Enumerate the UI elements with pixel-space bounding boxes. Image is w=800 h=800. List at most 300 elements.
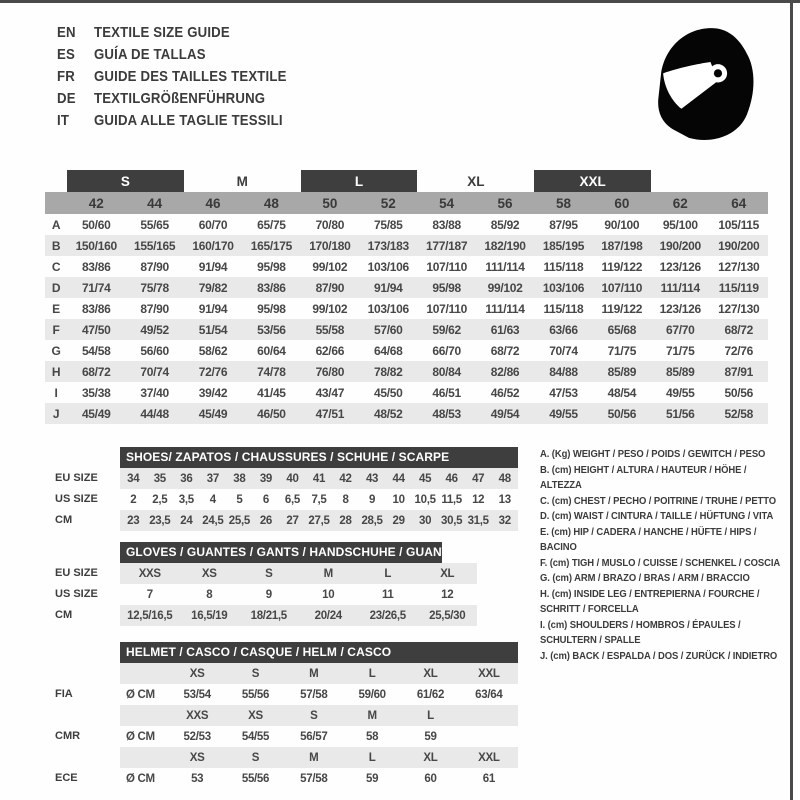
value-cell: 59/62 [417, 319, 475, 340]
value-cell: 80/84 [417, 361, 475, 382]
row-label: ECE [55, 772, 78, 784]
legend-item: A. (Kg) WEIGHT / PESO / POIDS / GEWITCH / PESO [540, 448, 766, 460]
value-cell: 99/102 [476, 277, 534, 298]
value-cell: 28,5 [359, 510, 386, 531]
row-label-cell: J [45, 403, 67, 424]
value-cell: 111/114 [485, 259, 525, 274]
table-row [120, 768, 518, 789]
value-cell: 55/56 [241, 772, 270, 785]
value-cell: 87/90 [301, 277, 359, 298]
value-cell: 48 [491, 468, 518, 489]
value-cell: 30 [412, 510, 439, 531]
language-title: GUIDE DES TAILLES TEXTILE [93, 68, 287, 85]
row-label-cell: F [45, 319, 67, 340]
value-cell [460, 705, 518, 726]
value-cell: 95/98 [257, 259, 286, 274]
value-cell: 95/100 [662, 217, 698, 232]
value-cell: 57/58 [300, 772, 328, 785]
value-cell: 76/80 [301, 361, 359, 382]
table-row [120, 684, 518, 705]
value-cell: L [343, 663, 401, 684]
row-label: US SIZE [55, 588, 98, 600]
value-cell: 105/115 [718, 217, 760, 232]
value-cell: L [343, 747, 401, 768]
value-cell: 119/122 [601, 259, 643, 274]
value-cell: M [343, 705, 401, 726]
value-cell: 41/45 [257, 385, 286, 400]
value-cell: 91/94 [198, 301, 228, 316]
table-row [120, 584, 477, 605]
table-row [120, 726, 518, 747]
value-cell: 7 [146, 588, 153, 601]
value-cell: 34 [120, 468, 147, 489]
table-row [120, 747, 518, 768]
value-cell: 123/126 [659, 259, 701, 274]
value-cell: 190/200 [651, 235, 709, 256]
value-cell: 95/98 [257, 301, 286, 316]
row-label: CMR [55, 730, 81, 742]
legend-item: F. (cm) TIGH / MUSLO / CUISSE / SCHENKEL / COSCIA [540, 556, 781, 569]
value-cell: 39/42 [198, 385, 228, 400]
value-cell: 8 [342, 493, 349, 506]
value-cell: 107/110 [593, 277, 651, 298]
size-number-cell: 58 [534, 192, 592, 214]
language-row [57, 66, 287, 88]
value-cell: 85/89 [651, 361, 709, 382]
language-row [57, 44, 287, 66]
value-cell: 48/53 [417, 403, 475, 424]
value-cell: 57/58 [300, 688, 328, 701]
value-cell: 61 [482, 772, 495, 785]
value-cell: 25,5/30 [418, 605, 478, 626]
value-cell: 72/76 [184, 361, 242, 382]
measurement-row-A [45, 214, 768, 235]
gloves-content [120, 542, 477, 626]
value-cell: 56/57 [300, 730, 328, 743]
unit-cell [120, 705, 168, 726]
value-cell: 59/60 [358, 688, 386, 701]
value-cell: XS [180, 563, 240, 584]
value-cell: 53/56 [242, 319, 300, 340]
value-cell: 36 [173, 468, 200, 489]
value-cell: 10 [392, 493, 405, 506]
value-cell: 173/183 [359, 235, 417, 256]
value-cell: 43/47 [315, 385, 345, 400]
value-cell: 44 [385, 468, 412, 489]
value-cell: 2,5 [152, 493, 168, 506]
row-label [55, 663, 120, 684]
shoes-section [55, 447, 518, 531]
helmet-title: HELMET / CASCO / CASQUE / HELM / CASCO [120, 642, 518, 663]
measurement-row-I [45, 382, 768, 403]
table-row [120, 605, 477, 626]
size-number-cell: 52 [359, 192, 417, 214]
value-cell: 67/70 [651, 319, 709, 340]
row-label-cell: B [45, 235, 67, 256]
value-cell: 75/85 [373, 217, 403, 232]
measurement-row-C [45, 256, 768, 277]
value-cell: 127/130 [718, 259, 760, 274]
value-cell: 16,5/19 [180, 605, 240, 626]
value-cell: 58 [366, 730, 379, 743]
measurement-row-G [45, 340, 768, 361]
value-cell: 115/119 [709, 277, 768, 298]
size-band-S: S [67, 170, 184, 192]
value-cell: 190/200 [709, 235, 768, 256]
value-cell: 60/70 [198, 217, 228, 232]
value-cell: XL [401, 747, 459, 768]
size-number-cell: 56 [476, 192, 534, 214]
value-cell: M [285, 663, 343, 684]
value-cell: 65/68 [593, 319, 651, 340]
value-cell: 58/62 [198, 343, 228, 358]
value-cell: 185/195 [534, 235, 592, 256]
value-cell: 127/130 [718, 301, 760, 316]
value-cell: 70/80 [315, 217, 345, 232]
value-cell: 5 [236, 493, 243, 506]
value-cell: 39 [253, 468, 280, 489]
size-band-row [45, 170, 768, 192]
value-cell: M [285, 747, 343, 768]
row-label-cell: I [54, 385, 58, 400]
row-label-cell: A [51, 217, 61, 232]
gloves-row-labels [55, 542, 120, 626]
size-number-row [45, 192, 768, 214]
value-cell: 42 [332, 468, 359, 489]
unit-cell: Ø CM [126, 772, 155, 785]
frame-right-border [790, 0, 793, 800]
value-cell: 83/88 [432, 217, 461, 232]
value-cell: 2 [130, 493, 137, 506]
value-cell: 54/55 [241, 730, 270, 743]
size-number-cell: 54 [417, 192, 475, 214]
value-cell: S [239, 563, 299, 584]
value-cell: 31,5 [465, 510, 492, 531]
legend-item: E. (cm) HIP / CADERA / HANCHE / HÜFTE / HIPS / BACINO [540, 525, 757, 553]
value-cell: XXS [120, 563, 180, 584]
value-cell: 53/54 [183, 688, 211, 701]
value-cell: 3,5 [178, 493, 194, 506]
measurement-row-H [45, 361, 768, 382]
value-cell: 64/68 [373, 343, 403, 358]
value-cell: 12 [441, 588, 454, 601]
gloves-table [120, 563, 477, 626]
value-cell: 83/86 [81, 301, 111, 316]
value-cell: 49/54 [476, 403, 534, 424]
legend-item: I. (cm) SHOULDERS / HOMBROS / ÉPAULES / SCHULTERN / SPALLE [540, 618, 741, 646]
value-cell: 7,5 [311, 493, 327, 506]
helmet-row-labels [55, 642, 120, 789]
value-cell: 82/86 [476, 361, 534, 382]
size-number-cell: 50 [301, 192, 359, 214]
value-cell: 4 [209, 493, 216, 506]
shoes-content [120, 447, 518, 531]
value-cell: 90/100 [604, 217, 640, 232]
language-row [57, 110, 287, 132]
helmet-section [55, 642, 518, 789]
value-cell: 60 [424, 772, 437, 785]
value-cell: 46/50 [242, 403, 300, 424]
value-cell: 160/170 [184, 235, 242, 256]
size-band-M: M [236, 173, 248, 189]
shoes-title: SHOES/ ZAPATOS / CHAUSSURES / SCHUHE / SCARPE [120, 447, 518, 468]
shoes-row-labels [55, 447, 120, 531]
value-cell: 45/49 [184, 403, 242, 424]
value-cell: 6,5 [284, 493, 300, 506]
value-cell: 43 [359, 468, 386, 489]
unit-cell [120, 747, 168, 768]
value-cell: 35 [147, 468, 174, 489]
value-cell: 46/51 [432, 385, 461, 400]
value-cell: 49/52 [125, 319, 183, 340]
language-title-list [57, 22, 287, 132]
legend-item: G. (cm) ARM / BRAZO / BRAS / ARM / BRACCIO [540, 572, 750, 584]
value-cell: 85/92 [490, 217, 520, 232]
row-label: EU SIZE [55, 567, 98, 579]
value-cell: 103/106 [367, 301, 409, 316]
value-cell: 11,5 [441, 493, 462, 506]
value-cell: 28 [332, 510, 359, 531]
value-cell: 11 [381, 588, 394, 601]
language-title: TEXTILE SIZE GUIDE [93, 24, 230, 41]
value-cell: 187/198 [593, 235, 651, 256]
value-cell: XXL [460, 663, 518, 684]
size-band-spacer [651, 170, 709, 192]
value-cell: 177/187 [417, 235, 475, 256]
size-number-cell: 44 [125, 192, 183, 214]
value-cell: 111/114 [485, 301, 525, 316]
language-code: FR [57, 68, 75, 85]
unit-cell: Ø CM [126, 730, 155, 743]
language-title: TEXTILGRÖßENFÜHRUNG [93, 90, 266, 107]
size-number-cell: 42 [67, 192, 125, 214]
value-cell: 66/70 [432, 343, 461, 358]
language-code: EN [57, 24, 76, 41]
value-cell: 68/72 [490, 343, 520, 358]
value-cell: 9 [368, 493, 376, 506]
value-cell: 47/51 [301, 403, 359, 424]
value-cell: 52/58 [709, 403, 768, 424]
gloves-section [55, 542, 477, 626]
value-cell: L [401, 705, 459, 726]
value-cell: XL [401, 663, 459, 684]
row-label: US SIZE [55, 493, 98, 505]
value-cell: 30,5 [438, 510, 465, 531]
table-row [120, 468, 518, 489]
value-cell: M [299, 563, 359, 584]
value-cell: 115/118 [543, 259, 584, 274]
value-cell: 103/106 [367, 259, 409, 274]
table-row [120, 510, 518, 531]
row-label: CM [55, 609, 73, 621]
language-row [57, 22, 287, 44]
value-cell: 10 [322, 588, 335, 601]
table-row [120, 489, 518, 510]
value-cell: 47/50 [67, 319, 125, 340]
value-cell: 40 [279, 468, 306, 489]
unit-cell: Ø CM [126, 688, 155, 701]
value-cell: 61/62 [416, 688, 445, 701]
size-number-cell: 48 [242, 192, 300, 214]
value-cell: S [226, 747, 284, 768]
value-cell: L [358, 563, 418, 584]
value-cell: XS [168, 663, 226, 684]
table-row [120, 663, 518, 684]
table-row [120, 563, 477, 584]
measurement-row-J [45, 403, 768, 424]
legend-item: D. (cm) WAIST / CINTURA / TAILLE / HÜFTUNG / VITA [540, 510, 774, 522]
textile-size-table [45, 170, 768, 424]
value-cell: 182/190 [476, 235, 534, 256]
value-cell: 87/90 [140, 301, 169, 316]
value-cell: 165/175 [242, 235, 300, 256]
row-label-cell: C [51, 259, 61, 274]
value-cell: 10,5 [414, 493, 436, 506]
value-cell: 51/56 [651, 403, 709, 424]
value-cell: XS [168, 747, 226, 768]
size-band-L: L [301, 170, 418, 192]
value-cell: 41 [306, 468, 333, 489]
value-cell: 8 [206, 588, 213, 601]
value-cell: 83/86 [242, 277, 300, 298]
value-cell: 49/55 [534, 403, 592, 424]
value-cell: 99/102 [312, 259, 348, 274]
value-cell: 57/60 [359, 319, 417, 340]
value-cell: 87/95 [549, 217, 578, 232]
value-cell: 50/56 [724, 385, 753, 400]
value-cell: 54/58 [81, 343, 111, 358]
language-code: IT [57, 112, 70, 129]
value-cell: 72/76 [724, 343, 753, 358]
value-cell: 48/54 [607, 385, 637, 400]
value-cell: 55/58 [301, 319, 359, 340]
size-band-XL: XL [467, 173, 485, 189]
value-cell: 63/64 [475, 688, 503, 701]
value-cell: 170/180 [301, 235, 359, 256]
value-cell: 55/65 [140, 217, 169, 232]
value-cell: 23 [120, 510, 147, 531]
value-cell: 53 [191, 772, 204, 785]
value-cell: 13 [498, 493, 511, 506]
value-cell: 71/75 [666, 343, 695, 358]
value-cell: 56/60 [140, 343, 169, 358]
value-cell: 61/63 [476, 319, 534, 340]
value-cell: 70/74 [549, 343, 578, 358]
legend-item: B. (cm) HEIGHT / ALTURA / HAUTEUR / HÖHE / ALTEZZA [540, 463, 747, 491]
value-cell: 123/126 [659, 301, 701, 316]
value-cell: 150/160 [67, 235, 125, 256]
language-row [57, 88, 287, 110]
size-number-cell: 46 [184, 192, 242, 214]
value-cell: 119/122 [601, 301, 643, 316]
language-title: GUIDA ALLE TAGLIE TESSILI [93, 112, 283, 129]
value-cell: 74/78 [242, 361, 300, 382]
value-cell: 35/38 [81, 385, 111, 400]
value-cell: 78/82 [359, 361, 417, 382]
measurement-row-B [45, 235, 768, 256]
value-cell: 71/74 [67, 277, 125, 298]
row-label: EU SIZE [55, 472, 98, 484]
value-cell: 107/110 [426, 259, 467, 274]
value-cell: 45 [412, 468, 439, 489]
row-label [55, 747, 120, 768]
value-cell: 38 [226, 468, 253, 489]
value-cell: 65/75 [257, 217, 286, 232]
value-cell: 45/50 [373, 385, 403, 400]
value-cell: S [285, 705, 343, 726]
value-cell: 107/110 [426, 301, 467, 316]
value-cell: 55/56 [241, 688, 270, 701]
value-cell: 25,5 [226, 510, 253, 531]
value-cell: XXS [168, 705, 226, 726]
value-cell: 85/89 [593, 361, 651, 382]
corner-cell [45, 192, 67, 214]
value-cell: 20/24 [299, 605, 359, 626]
value-cell: 29 [385, 510, 412, 531]
row-label-cell: D [45, 277, 67, 298]
value-cell: 60/64 [257, 343, 286, 358]
value-cell: 47/53 [549, 385, 578, 400]
value-cell: XXL [460, 747, 518, 768]
value-cell: 50/56 [593, 403, 651, 424]
value-cell: 12 [472, 493, 485, 506]
value-cell: 45/49 [67, 403, 125, 424]
helmet-table [120, 663, 518, 789]
value-cell: 46/52 [490, 385, 520, 400]
legend-item: J. (cm) BACK / ESPALDA / DOS / ZURÜCK / INDIETRO [540, 649, 778, 662]
value-cell: 23/26,5 [358, 605, 418, 626]
row-label: FIA [55, 688, 73, 700]
row-label-cell: G [51, 343, 61, 358]
legend-item: C. (cm) CHEST / PECHO / POITRINE / TRUHE / PETTO [540, 494, 776, 507]
row-label-cell: H [45, 361, 67, 382]
legend-item: H. (cm) INSIDE LEG / ENTREPIERNA / FOURCHE / SCHRITT / FORCELLA [540, 587, 760, 615]
value-cell: 32 [491, 510, 518, 531]
size-band-spacer [45, 170, 67, 192]
helmet-icon [650, 26, 758, 140]
value-cell: 47 [465, 468, 492, 489]
size-number-cell: 62 [651, 192, 709, 214]
value-cell: 111/114 [651, 277, 709, 298]
row-label [55, 705, 120, 726]
value-cell: 70/74 [125, 361, 183, 382]
measurement-row-E [45, 298, 768, 319]
value-cell: 87/91 [709, 361, 768, 382]
frame-top-border [0, 0, 800, 3]
value-cell: XL [418, 563, 478, 584]
value-cell: 99/102 [312, 301, 348, 316]
value-cell: 24 [173, 510, 200, 531]
value-cell: 27 [279, 510, 306, 531]
value-cell: 91/94 [359, 277, 417, 298]
value-cell: 68/72 [709, 319, 768, 340]
language-code: DE [57, 90, 76, 107]
size-band-XXL: XXL [534, 170, 651, 192]
helmet-content [120, 642, 518, 789]
value-cell: 37 [200, 468, 227, 489]
value-cell [460, 726, 518, 747]
value-cell: 50/60 [81, 217, 111, 232]
value-cell: 9 [265, 588, 272, 601]
value-cell: 46 [438, 468, 465, 489]
value-cell: 71/75 [607, 343, 637, 358]
value-cell: 44/48 [125, 403, 183, 424]
value-cell: 24,5 [200, 510, 227, 531]
unit-cell [120, 663, 168, 684]
value-cell: 37/40 [140, 385, 169, 400]
language-code: ES [57, 46, 75, 63]
value-cell: 79/82 [184, 277, 242, 298]
